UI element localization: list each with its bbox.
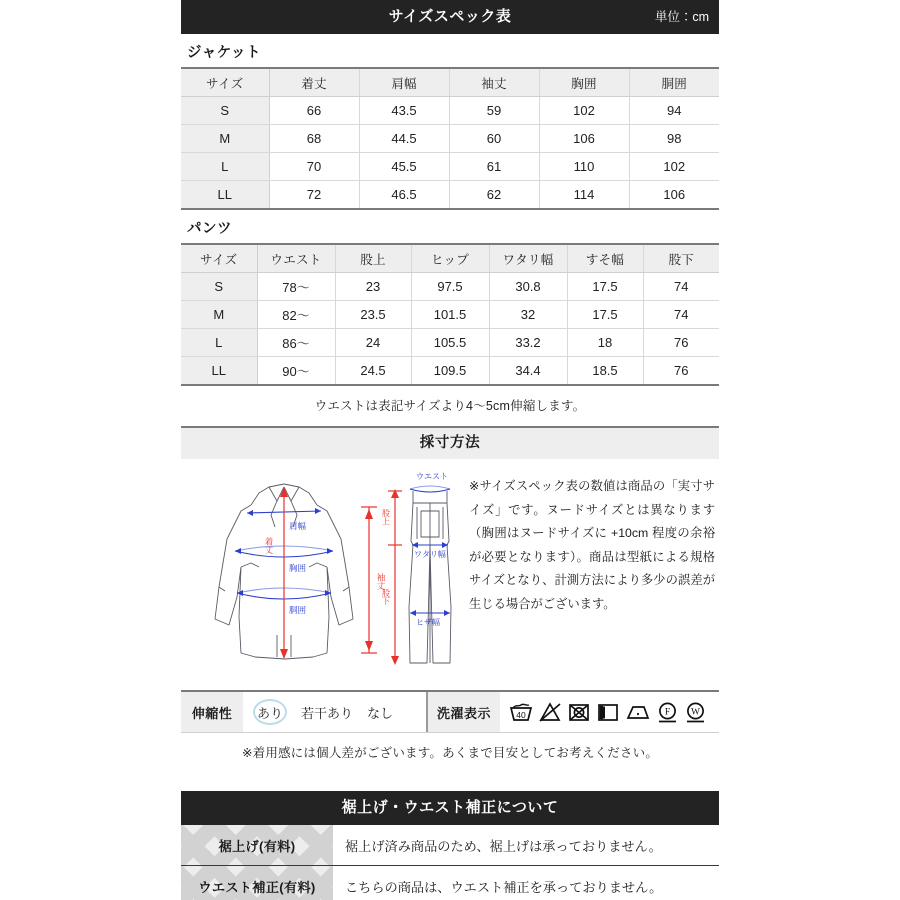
diagram-label-knee: ヒザ幅 [416, 618, 440, 627]
no-bleach-triangle-icon [538, 701, 562, 723]
pants-header-cell: サイズ [181, 244, 257, 273]
dry-clean-f-icon [656, 701, 679, 723]
pants-header-cell: 股下 [643, 244, 719, 273]
jacket-header-cell: 肩幅 [359, 68, 449, 97]
jacket-value-cell: 43.5 [359, 97, 449, 125]
wet-clean-w-icon [684, 701, 707, 723]
pants-value-cell: 17.5 [567, 301, 643, 329]
jacket-value-cell: 94 [629, 97, 719, 125]
pants-value-cell: 101.5 [411, 301, 489, 329]
wash-temp-value: 40 [516, 710, 526, 720]
measurement-section-title: 採寸方法 [181, 426, 719, 459]
no-tumble-dry-icon [567, 701, 591, 723]
diagram-label-waist: 胴囲 [289, 605, 307, 615]
wash-tub-40-icon [509, 701, 533, 723]
jacket-spec-table [181, 67, 719, 210]
pants-value-cell: 76 [643, 357, 719, 386]
table-row [181, 153, 719, 181]
pants-value-cell: 76 [643, 329, 719, 357]
alteration-section-title-bar [181, 791, 719, 825]
jacket-size-cell: LL [181, 181, 269, 210]
jacket-value-cell: 59 [449, 97, 539, 125]
jacket-value-cell: 114 [539, 181, 629, 210]
jacket-size-cell: L [181, 153, 269, 181]
jacket-header-cell: サイズ [181, 68, 269, 97]
jacket-value-cell: 61 [449, 153, 539, 181]
pants-header-cell: 股上 [335, 244, 411, 273]
jacket-value-cell: 62 [449, 181, 539, 210]
pants-value-cell: 97.5 [411, 273, 489, 301]
diagram-label-shoulder: 肩幅 [289, 521, 307, 531]
diagram-label-inseam: 股下 [381, 589, 391, 605]
wash-label: 洗濯表示 [427, 692, 500, 732]
alteration-block [181, 791, 719, 900]
stretch-option-nashi[interactable]: なし [367, 705, 394, 721]
jacket-size-cell: M [181, 125, 269, 153]
pants-value-cell: 23.5 [335, 301, 411, 329]
pants-value-cell: 30.8 [489, 273, 567, 301]
jacket-value-cell: 45.5 [359, 153, 449, 181]
jacket-value-cell: 110 [539, 153, 629, 181]
pants-value-cell: 24 [335, 329, 411, 357]
pants-value-cell: 17.5 [567, 273, 643, 301]
pants-size-cell: S [181, 273, 257, 301]
page-banner [181, 0, 719, 34]
pants-value-cell: 90〜 [257, 357, 335, 386]
pants-value-cell: 82〜 [257, 301, 335, 329]
iron-low-temp-icon [625, 701, 651, 723]
table-row [181, 181, 719, 210]
pants-header-row [181, 244, 719, 273]
measurement-block [181, 459, 719, 690]
alteration-label-waist: ウエスト補正(有料) [181, 866, 333, 900]
jacket-value-cell: 102 [629, 153, 719, 181]
jacket-value-cell: 102 [539, 97, 629, 125]
page-title: サイズスペック表 [388, 8, 512, 25]
dry-clean-letter: F [664, 707, 671, 718]
wash-symbols [500, 692, 719, 732]
pants-value-cell: 105.5 [411, 329, 489, 357]
jacket-value-cell: 66 [269, 97, 359, 125]
pants-header-cell: ウエスト [257, 244, 335, 273]
wet-clean-letter: W [691, 707, 700, 718]
jacket-header-row [181, 68, 719, 97]
pants-value-cell: 33.2 [489, 329, 567, 357]
pants-header-cell: すそ幅 [567, 244, 643, 273]
table-row [181, 825, 719, 866]
line-dry-in-shade-icon [596, 701, 620, 723]
pants-header-cell: ワタリ幅 [489, 244, 567, 273]
pants-value-cell: 86〜 [257, 329, 335, 357]
pants-value-cell: 32 [489, 301, 567, 329]
stretch-options [243, 692, 427, 732]
jacket-size-cell: S [181, 97, 269, 125]
table-row [181, 301, 719, 329]
jacket-header-cell: 着丈 [269, 68, 359, 97]
pants-header-cell: ヒップ [411, 244, 489, 273]
diagram-label-thigh: ワタリ幅 [414, 550, 446, 559]
jacket-value-cell: 68 [269, 125, 359, 153]
alteration-value-waist: こちらの商品は、ウエスト補正を承っておりません。 [333, 866, 719, 900]
table-row [181, 329, 719, 357]
pants-value-cell: 18.5 [567, 357, 643, 386]
pants-value-cell: 18 [567, 329, 643, 357]
pants-value-cell: 78〜 [257, 273, 335, 301]
pants-value-cell: 34.4 [489, 357, 567, 386]
diagram-label-rise: 股上 [381, 509, 391, 525]
jacket-value-cell: 106 [539, 125, 629, 153]
alteration-label-hem: 裾上げ(有料) [181, 825, 333, 866]
pants-value-cell: 74 [643, 301, 719, 329]
care-row [181, 690, 719, 733]
diagram-label-length: 着丈 [264, 537, 274, 554]
pants-size-cell: M [181, 301, 257, 329]
alteration-value-hem: 裾上げ済み商品のため、裾上げは承っておりません。 [333, 825, 719, 866]
garment-diagram-svg [189, 467, 453, 679]
pants-size-cell: L [181, 329, 257, 357]
stretch-option-jakkan-ari[interactable]: 若干あり [301, 705, 354, 721]
measurement-diagram [181, 467, 461, 684]
alteration-table [181, 825, 719, 900]
pants-value-cell: 109.5 [411, 357, 489, 386]
diagram-label-pants-waist: ウエスト [416, 472, 448, 481]
jacket-value-cell: 46.5 [359, 181, 449, 210]
pants-group-title: パンツ [187, 221, 232, 237]
stretch-option-ari[interactable]: あり [253, 699, 287, 725]
jacket-value-cell: 106 [629, 181, 719, 210]
diagram-label-sleeve: 袖丈 [376, 573, 386, 590]
unit-label: 単位：cm [654, 10, 709, 24]
jacket-value-cell: 70 [269, 153, 359, 181]
table-row [181, 273, 719, 301]
stretch-label: 伸縮性 [181, 692, 243, 732]
jacket-group-title: ジャケット [187, 45, 261, 61]
jacket-value-cell: 60 [449, 125, 539, 153]
jacket-header-cell: 胸囲 [539, 68, 629, 97]
table-row [181, 357, 719, 386]
jacket-value-cell: 72 [269, 181, 359, 210]
jacket-header-cell: 胴囲 [629, 68, 719, 97]
table-row [181, 97, 719, 125]
alteration-section-title: 裾上げ・ウエスト補正について [341, 799, 559, 816]
jacket-header-cell: 袖丈 [449, 68, 539, 97]
content-column [181, 0, 719, 900]
diagram-label-chest: 胸囲 [289, 563, 307, 573]
table-row [181, 125, 719, 153]
jacket-value-cell: 98 [629, 125, 719, 153]
table-row [181, 866, 719, 900]
pants-value-cell: 24.5 [335, 357, 411, 386]
measurement-explanation: ※サイズスペック表の数値は商品の「実寸サイズ」です。ヌードサイズとは異なります（胸囲はヌードサイズに +10cm 程度の余裕が必要となります）。商品は型紙による規格サイズとなり、計測方法により多少の誤差が生じる場合がございます。 [469, 479, 715, 612]
pants-spec-table [181, 243, 719, 386]
waist-stretch-note: ウエストは表記サイズより4〜5cm伸縮します。 [314, 399, 586, 413]
pants-value-cell: 74 [643, 273, 719, 301]
pants-value-cell: 23 [335, 273, 411, 301]
pants-size-cell: LL [181, 357, 257, 386]
fit-note: ※着用感には個人差がございます。あくまで目安としてお考えください。 [241, 746, 659, 760]
jacket-value-cell: 44.5 [359, 125, 449, 153]
